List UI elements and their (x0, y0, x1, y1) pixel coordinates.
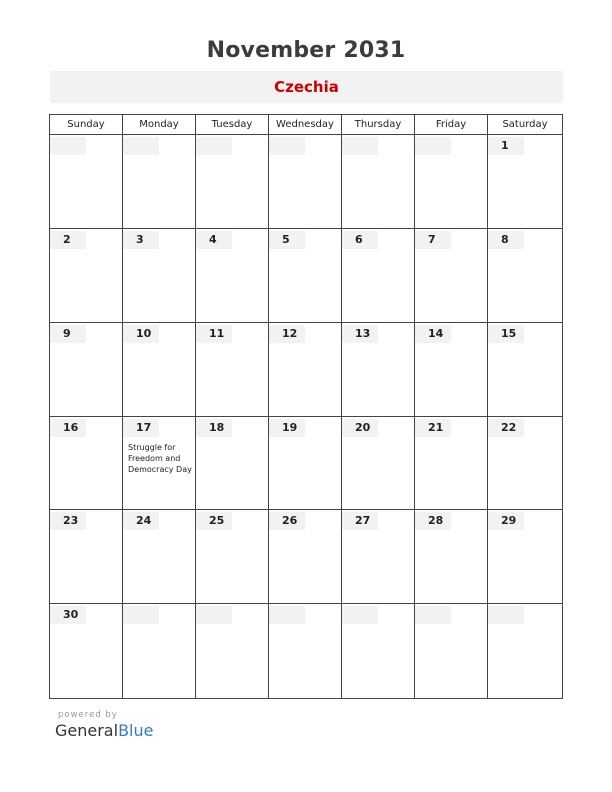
day-number: 11 (196, 325, 232, 343)
day-cell[interactable] (123, 604, 196, 698)
day-number (123, 606, 159, 624)
day-cell[interactable] (415, 510, 488, 604)
day-number: 25 (196, 512, 232, 530)
weekday-header: Thursday (342, 115, 415, 135)
day-number: 15 (488, 325, 524, 343)
day-number (342, 137, 378, 155)
day-cell[interactable] (196, 135, 269, 229)
weekday-header: Monday (123, 115, 196, 135)
day-number: 24 (123, 512, 159, 530)
day-number: 20 (342, 419, 378, 437)
day-number: 14 (415, 325, 451, 343)
day-number: 7 (415, 231, 451, 249)
day-cell[interactable] (415, 604, 488, 698)
day-cell[interactable] (196, 604, 269, 698)
day-number: 28 (415, 512, 451, 530)
weekday-header: Friday (415, 115, 488, 135)
day-number: 12 (269, 325, 305, 343)
day-number: 1 (488, 137, 524, 155)
day-cell[interactable] (342, 135, 415, 229)
day-number: 13 (342, 325, 378, 343)
day-number (269, 137, 305, 155)
day-number: 10 (123, 325, 159, 343)
day-cell[interactable] (50, 417, 123, 511)
day-number: 19 (269, 419, 305, 437)
calendar-grid (49, 114, 563, 699)
weekday-header: Saturday (488, 115, 562, 135)
country-banner (50, 71, 563, 103)
day-number: 9 (50, 325, 86, 343)
day-number: 30 (50, 606, 86, 624)
day-number: 18 (196, 419, 232, 437)
day-number (50, 137, 86, 155)
day-cell[interactable] (342, 417, 415, 511)
day-cell[interactable] (50, 604, 123, 698)
day-number (488, 606, 524, 624)
day-cell[interactable] (488, 229, 562, 323)
day-cell[interactable] (196, 323, 269, 417)
day-number (196, 606, 232, 624)
day-number: 3 (123, 231, 159, 249)
calendar-title: November 2031 (206, 38, 406, 63)
day-cell[interactable] (269, 604, 342, 698)
day-cell[interactable] (123, 417, 196, 511)
day-number: 2 (50, 231, 86, 249)
day-cell[interactable] (415, 135, 488, 229)
day-cell[interactable] (488, 323, 562, 417)
day-cell[interactable] (488, 510, 562, 604)
powered-by-text: powered by (58, 710, 118, 720)
day-number: 21 (415, 419, 451, 437)
day-cell[interactable] (50, 135, 123, 229)
day-number (415, 137, 451, 155)
day-cell[interactable] (342, 510, 415, 604)
day-number (269, 606, 305, 624)
day-number: 26 (269, 512, 305, 530)
day-cell[interactable] (342, 604, 415, 698)
day-cell[interactable] (488, 417, 562, 511)
day-number (196, 137, 232, 155)
day-number: 5 (269, 231, 305, 249)
country-name: Czechia (274, 78, 339, 96)
day-number: 22 (488, 419, 524, 437)
day-cell[interactable] (269, 323, 342, 417)
day-cell[interactable] (342, 323, 415, 417)
day-cell[interactable] (123, 135, 196, 229)
day-number: 4 (196, 231, 232, 249)
day-cell[interactable] (415, 229, 488, 323)
day-cell[interactable] (50, 323, 123, 417)
day-number: 8 (488, 231, 524, 249)
day-cell[interactable] (342, 229, 415, 323)
day-number: 6 (342, 231, 378, 249)
day-number: 27 (342, 512, 378, 530)
day-cell[interactable] (269, 417, 342, 511)
day-number: 29 (488, 512, 524, 530)
day-number: 23 (50, 512, 86, 530)
brand-blue: Blue (118, 721, 154, 740)
day-cell[interactable] (123, 229, 196, 323)
day-cell[interactable] (123, 323, 196, 417)
generalblue-logo[interactable] (55, 721, 153, 740)
day-number (123, 137, 159, 155)
brand-general: General (55, 721, 119, 740)
day-cell[interactable] (269, 510, 342, 604)
day-number: 16 (50, 419, 86, 437)
day-cell[interactable] (415, 417, 488, 511)
day-number (342, 606, 378, 624)
day-cell[interactable] (415, 323, 488, 417)
holiday-event: Struggle for Freedom and Democracy Day (128, 442, 192, 474)
day-cell[interactable] (50, 229, 123, 323)
day-cell[interactable] (196, 229, 269, 323)
day-number: 17 (123, 419, 159, 437)
day-cell[interactable] (196, 510, 269, 604)
day-cell[interactable] (269, 229, 342, 323)
day-cell[interactable] (488, 604, 562, 698)
day-cell[interactable] (269, 135, 342, 229)
day-cell[interactable] (50, 510, 123, 604)
day-cell[interactable] (196, 417, 269, 511)
weekday-header: Wednesday (269, 115, 342, 135)
day-cell[interactable] (488, 135, 562, 229)
day-number (415, 606, 451, 624)
day-cell[interactable] (123, 510, 196, 604)
weekday-header: Sunday (50, 115, 123, 135)
weekday-header: Tuesday (196, 115, 269, 135)
